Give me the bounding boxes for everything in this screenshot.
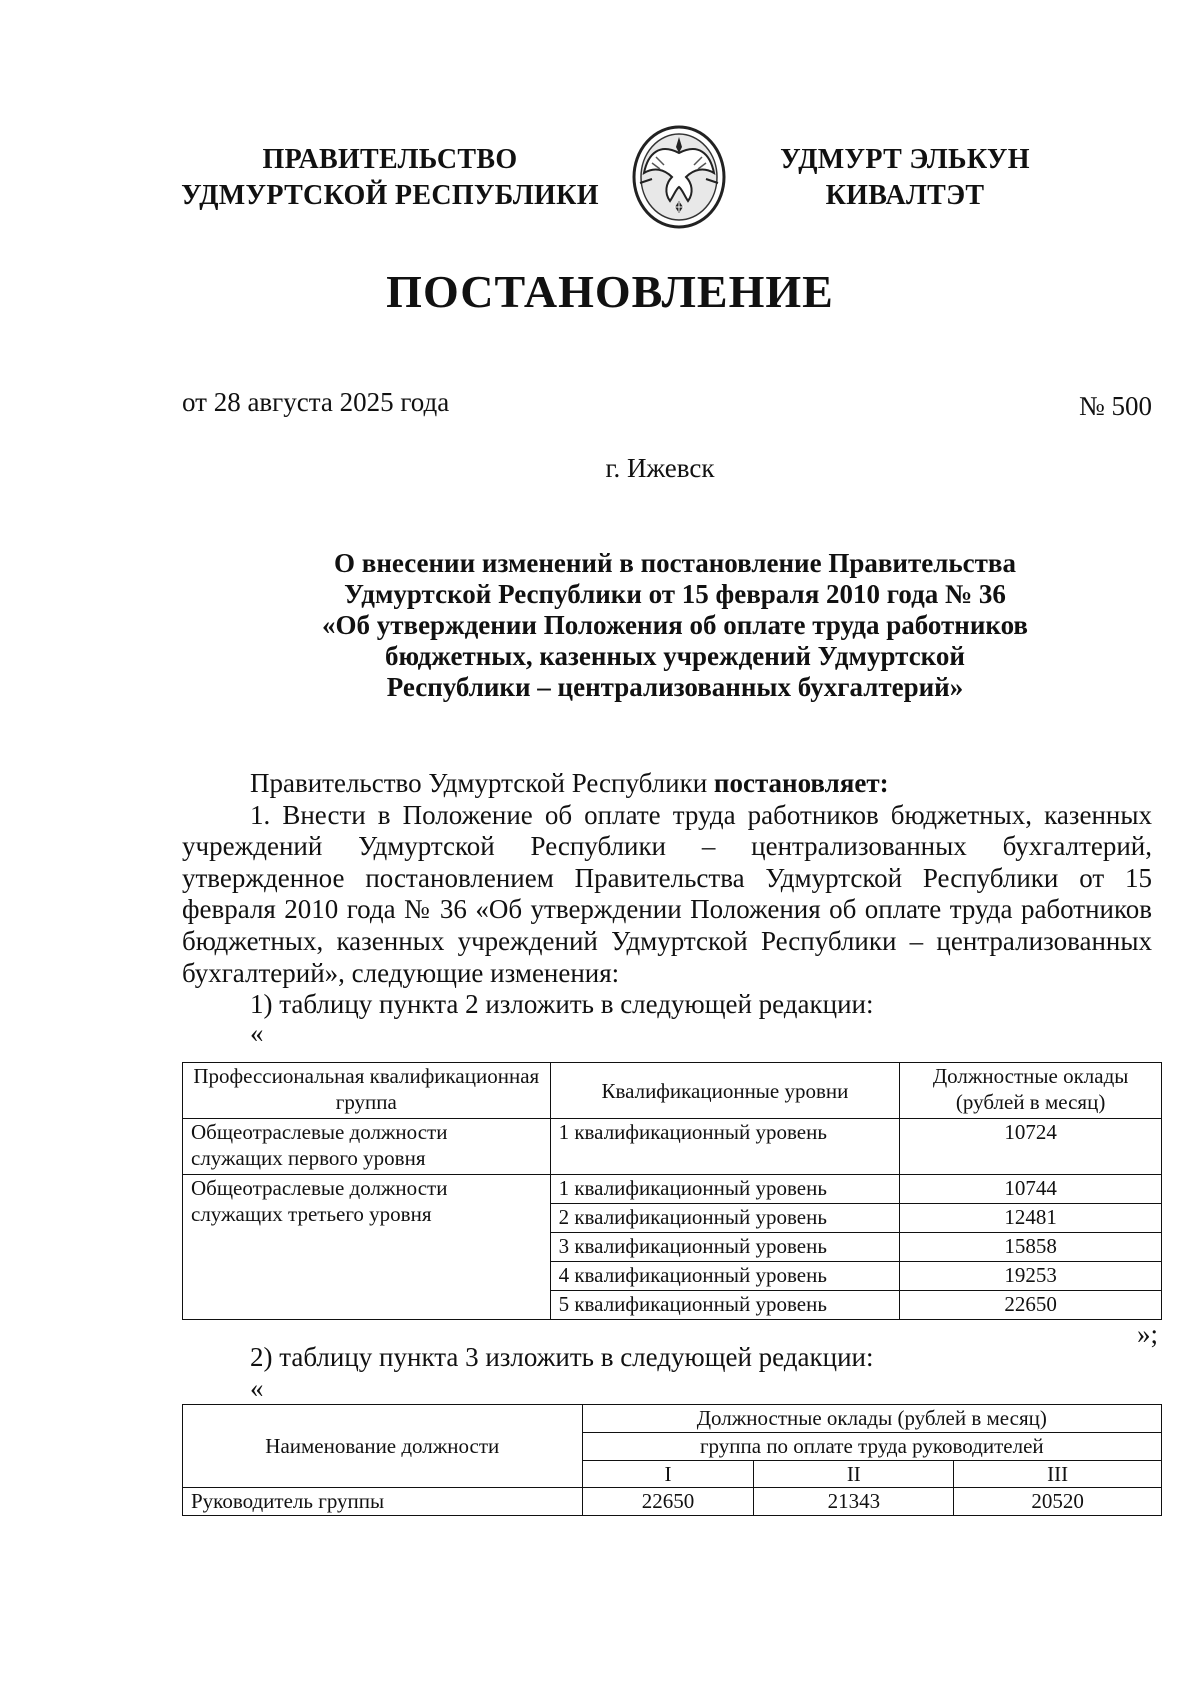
- salary-cell: 10744: [900, 1175, 1162, 1204]
- salary-cell: 10724: [900, 1119, 1162, 1175]
- group-name-cell: Общеотраслевые должности служащих первого уровня: [183, 1119, 551, 1175]
- issuer-udmurt: [740, 142, 1070, 214]
- open-quote: «: [250, 1017, 264, 1048]
- table-row: [183, 1488, 1162, 1516]
- open-quote: «: [250, 1373, 264, 1403]
- intro-bold: постановляет:: [713, 768, 889, 798]
- level-cell: 1 квалификационный уровень: [550, 1119, 900, 1175]
- table-row: [183, 1119, 1162, 1175]
- group-header-cell: III: [954, 1461, 1162, 1488]
- position-name-cell: Руководитель группы: [183, 1488, 583, 1516]
- issuer-udmurt-line1: УДМУРТ ЭЛЬКУН: [780, 144, 1030, 175]
- document-date: от 28 августа 2025 года: [182, 387, 450, 417]
- document-city: г. Ижевск: [605, 453, 715, 483]
- subject-line: «Об утверждении Положения об оплате труда работников: [321, 610, 1029, 640]
- salary-table-qualification: [182, 1062, 1162, 1320]
- header-cell: Профессиональная квалификационная группа: [183, 1063, 551, 1119]
- issuer-russian-line1: ПРАВИТЕЛЬСТВО: [262, 144, 518, 175]
- document-subject: [275, 548, 1075, 703]
- salary-cell: 21343: [754, 1488, 954, 1516]
- salary-cell: 22650: [900, 1291, 1162, 1320]
- level-cell: 4 квалификационный уровень: [550, 1262, 900, 1291]
- header-cell: группа по оплате труда руководителей: [582, 1433, 1161, 1461]
- header-cell: Должностные оклады (рублей в месяц): [900, 1063, 1162, 1119]
- point-1-paragraph: 1. Внести в Положение об оплате труда работников бюджетных, казенных учреждений Удмуртской Республики – централизованных бухгалтерий, утвержденное постановлением Правительства Удмуртской Республики от 15 февраля 2010 года № 36 «Об утверждении Положения об оплате труда работников бюджетных, казенных учреждений Удмуртской Республики – централизованных бухгалтерий», следующие изменения:: [182, 799, 1152, 988]
- intro-paragraph: [182, 768, 1152, 800]
- subject-line: бюджетных, казенных учреждений Удмуртской: [385, 641, 965, 671]
- salary-cell: 15858: [900, 1233, 1162, 1262]
- level-cell: 3 квалификационный уровень: [550, 1233, 900, 1262]
- salary-table-management: [182, 1404, 1162, 1516]
- subject-line: Удмуртской Республики от 15 февраля 2010 года № 36: [344, 579, 1006, 609]
- group-name-cell: Общеотраслевые должности служащих третьего уровня: [183, 1175, 551, 1320]
- table-header-row: [183, 1063, 1162, 1119]
- subpoint-1: 1) таблицу пункта 2 изложить в следующей редакции:: [250, 989, 874, 1020]
- table-header-row: [183, 1405, 1162, 1433]
- issuer-udmurt-line2: КИВАЛТЭТ: [825, 180, 985, 211]
- intro-text: Правительство Удмуртской Республики: [250, 768, 714, 798]
- header-cell: Наименование должности: [183, 1405, 583, 1488]
- salary-cell: 12481: [900, 1204, 1162, 1233]
- issuer-russian: [160, 142, 620, 214]
- level-cell: 5 квалификационный уровень: [550, 1291, 900, 1320]
- level-cell: 2 квалификационный уровень: [550, 1204, 900, 1233]
- level-cell: 1 квалификационный уровень: [550, 1175, 900, 1204]
- subject-line: О внесении изменений в постановление Правительства: [334, 548, 1016, 578]
- document-number: № 500: [1078, 391, 1152, 421]
- subpoint-2: 2) таблицу пункта 3 изложить в следующей редакции:: [250, 1342, 874, 1372]
- salary-cell: 19253: [900, 1262, 1162, 1291]
- document-body: [182, 768, 1152, 1048]
- issuer-russian-line2: УДМУРТСКОЙ РЕСПУБЛИКИ: [181, 180, 599, 211]
- salary-cell: 20520: [954, 1488, 1162, 1516]
- header-cell: Должностные оклады (рублей в месяц): [582, 1405, 1161, 1433]
- header-cell: Квалификационные уровни: [550, 1063, 900, 1119]
- group-header-cell: I: [582, 1461, 754, 1488]
- udmurt-coat-of-arms-icon: [630, 123, 728, 231]
- table-row: [183, 1175, 1162, 1204]
- document-type-title: ПОСТАНОВЛЕНИЕ: [386, 266, 834, 317]
- group-header-cell: II: [754, 1461, 954, 1488]
- close-quote: »;: [1136, 1319, 1158, 1349]
- subject-line: Республики – централизованных бухгалтерий»: [386, 672, 964, 702]
- salary-cell: 22650: [582, 1488, 754, 1516]
